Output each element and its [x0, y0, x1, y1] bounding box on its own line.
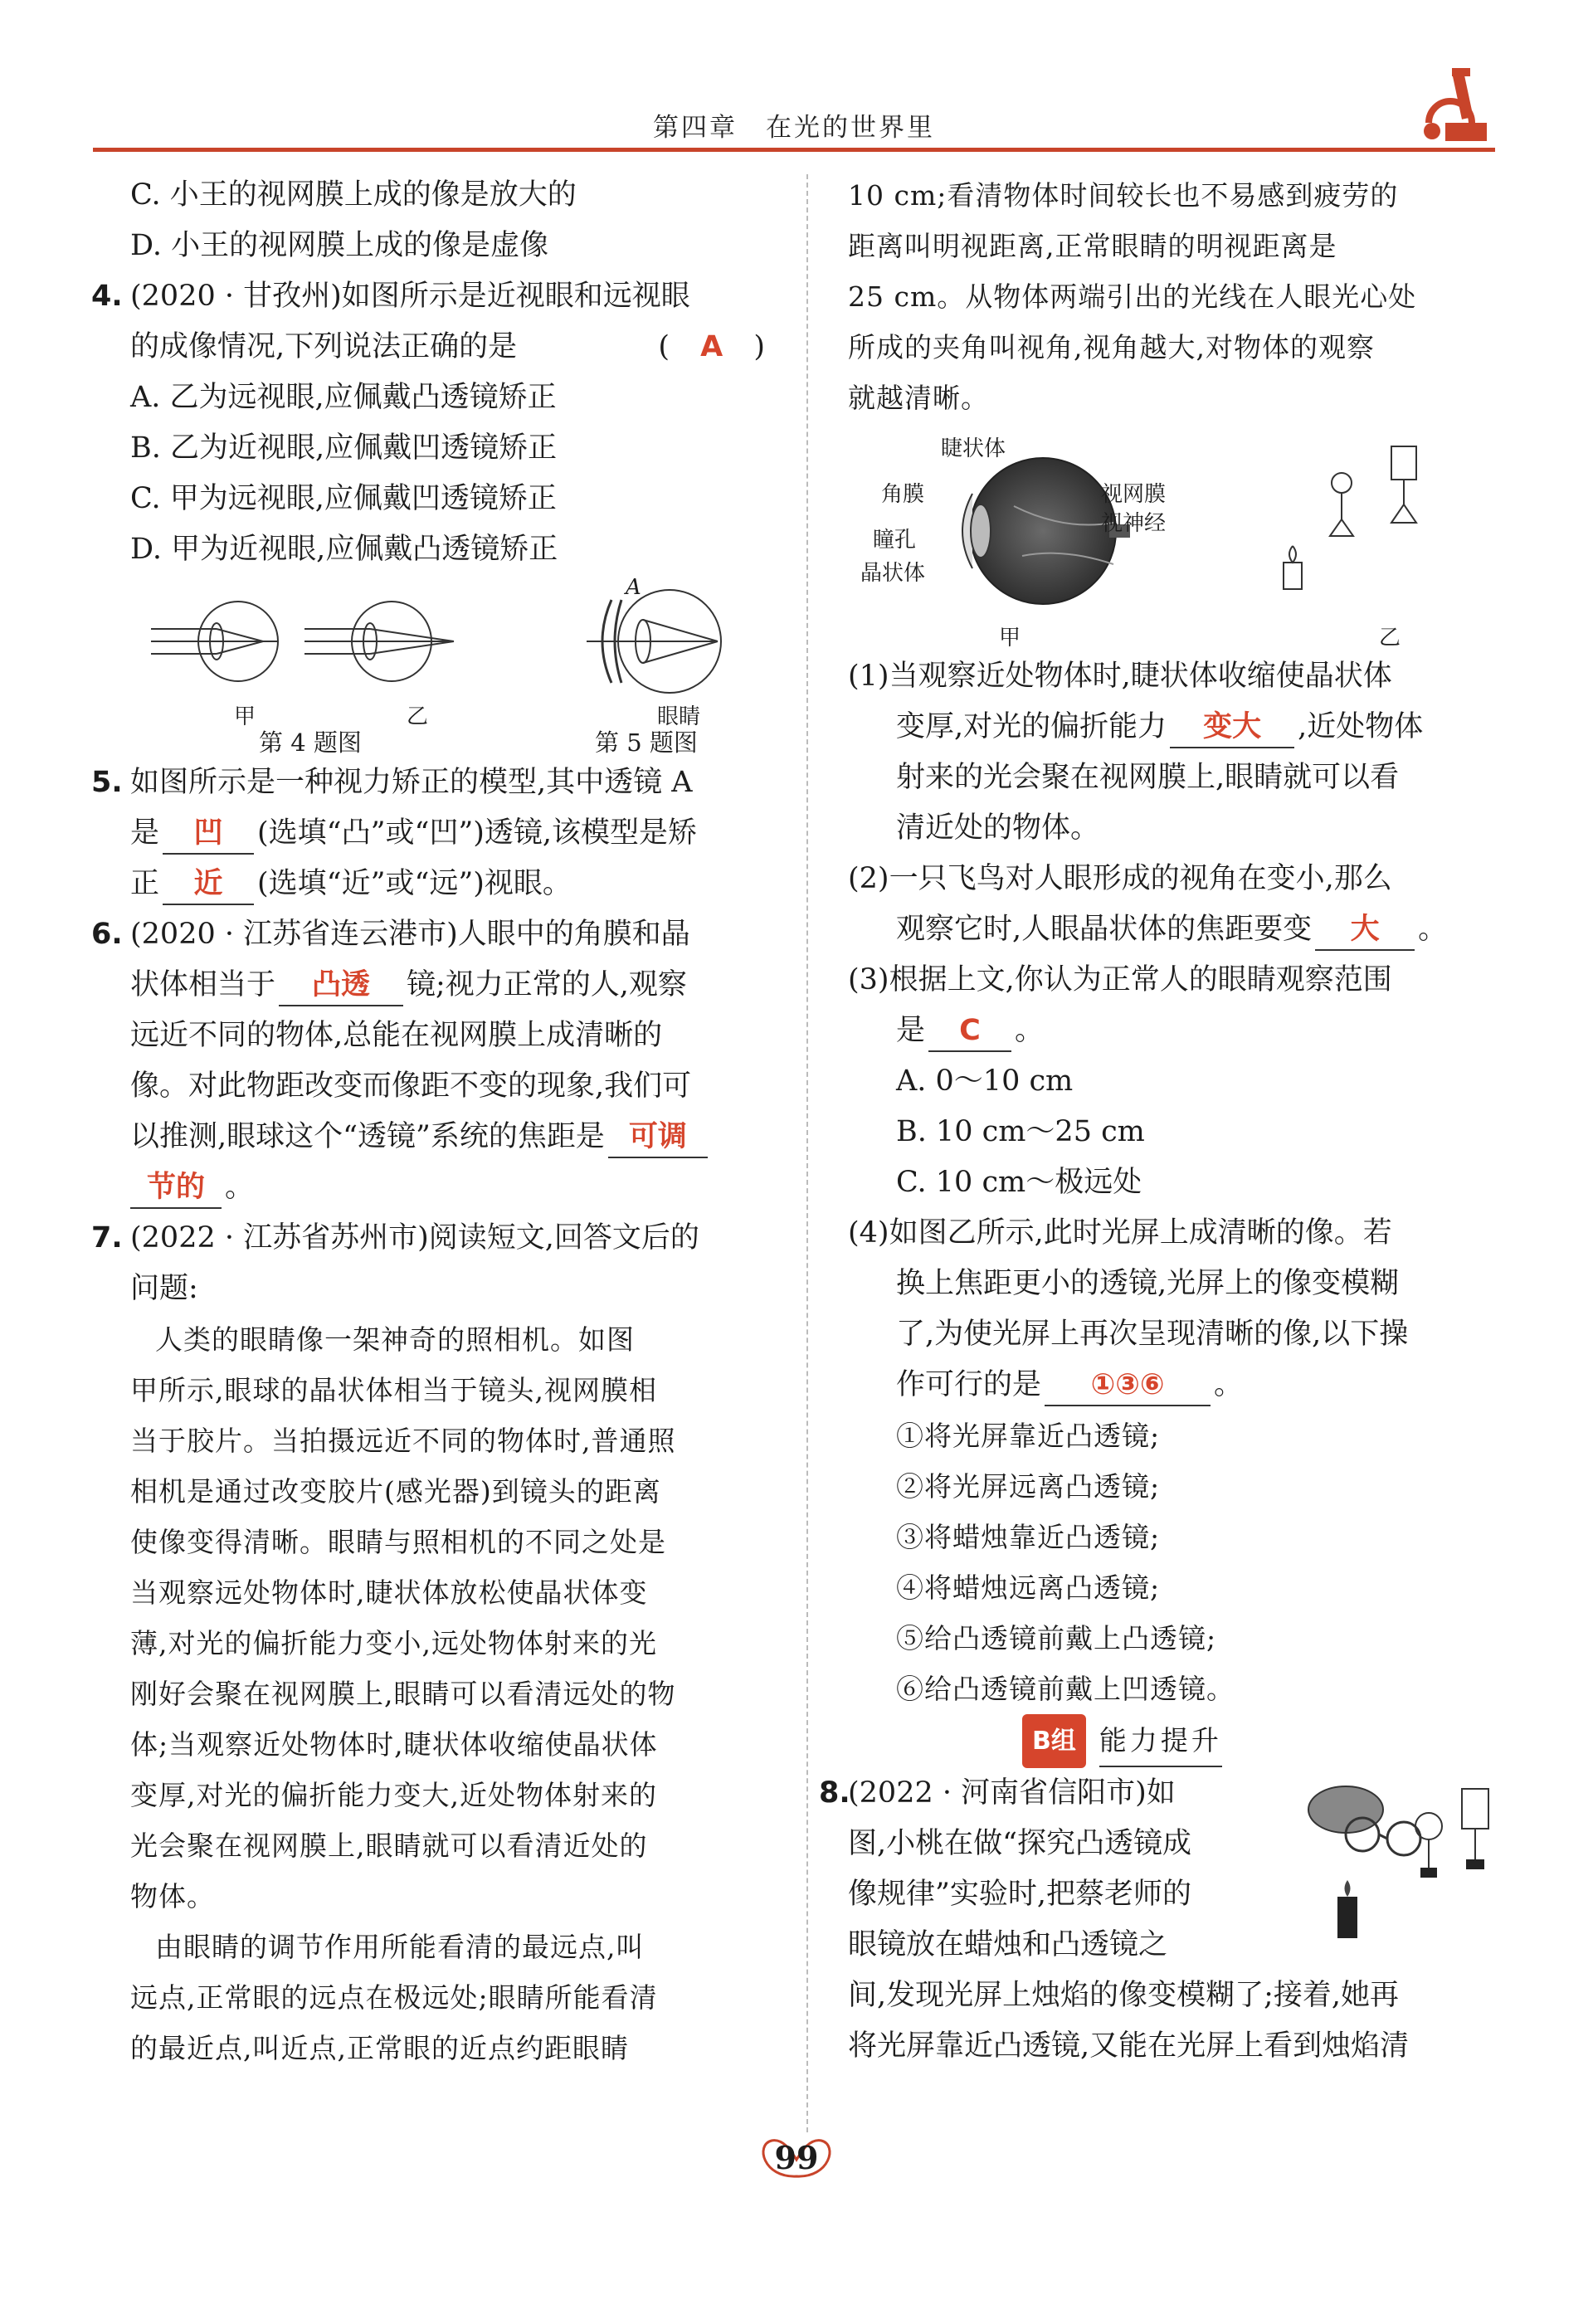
q7-4-line3: 了,为使光屏上再次呈现清晰的像,以下操 — [896, 1318, 1409, 1351]
q7-4-item: ②将光屏远离凸透镜; — [896, 1470, 1161, 1503]
q5-answer-2: 近 — [163, 864, 254, 905]
q8-text: (2022 · 河南省信阳市)如 — [848, 1776, 1176, 1810]
paren-close: ) — [753, 330, 765, 363]
fig4-caption: 第 4 题图 — [259, 728, 362, 757]
q7-4-line1: (4)如图乙所示,此时光屏上成清晰的像。若 — [848, 1216, 1392, 1250]
left-column — [93, 170, 782, 2073]
q7-3-answer: C — [928, 1011, 1011, 1052]
passage-line: 变厚,对光的偏折能力变大,近处物体射来的 — [130, 1779, 657, 1811]
q7-2-l2-pre: 观察它时,人眼晶状体的焦距要变 — [896, 913, 1313, 946]
q6-line4: 像。对此物距改变而像距不变的现象,我们可 — [130, 1069, 692, 1103]
q7-4-l4-pre: 作可行的是 — [896, 1368, 1042, 1401]
passage-line: 由眼睛的调节作用所能看清的最远点,叫 — [155, 1931, 645, 1963]
fig5-caption: 第 5 题图 — [595, 728, 698, 757]
passage-line: 物体。 — [130, 1880, 215, 1912]
passage-line: 所成的夹角叫视角,视角越大,对物体的观察 — [848, 331, 1375, 363]
q6-l2-pre: 状体相当于 — [130, 968, 276, 1001]
passage-line: 当观察远处物体时,睫状体放松使晶状体变 — [130, 1576, 648, 1609]
b-group-title: 能力提升 — [1099, 1715, 1222, 1767]
page-number-text: 99 — [774, 2139, 819, 2176]
q5-l3-post: (选填“近”或“远”)视眼。 — [257, 867, 572, 900]
passage-line: 当于胶片。当拍摄远近不同的物体时,普通照 — [130, 1425, 676, 1457]
q3-option-d: D. 小王的视网膜上成的像是虚像 — [130, 229, 549, 262]
q8-line2: 图,小桃在做“探究凸透镜成 — [848, 1827, 1192, 1860]
passage-line: 刚好会聚在视网膜上,眼睛可以看清远处的物 — [130, 1678, 676, 1710]
fig4-label-b: 乙 — [407, 704, 429, 729]
q6-line6 — [93, 1162, 782, 1213]
label-nerve: 视神经 — [1101, 511, 1167, 536]
q7-number: 7. — [91, 1221, 123, 1255]
paren-open: ( — [658, 330, 670, 363]
q7-4-line4 — [848, 1360, 1512, 1410]
q8-line3: 像规律”实验时,把蔡老师的 — [848, 1878, 1192, 1911]
q4-text2: 的成像情况,下列说法正确的是 — [130, 330, 518, 363]
q5-l3-pre: 正 — [130, 867, 160, 900]
eye-figure — [848, 423, 1512, 651]
eye-figure-label-a: 甲 — [999, 626, 1021, 650]
q8-experiment-illustration — [1288, 1768, 1503, 1951]
label-pupil: 瞳孔 — [873, 528, 917, 553]
passage-line: 的最近点,叫近点,正常眼的近点约距眼睛 — [130, 2032, 629, 2064]
q4-number: 4. — [91, 280, 123, 313]
passage-line: 就越清晰。 — [848, 382, 989, 414]
q4-line2 — [93, 322, 782, 373]
q7-1-l2-post: ,近处物体 — [1298, 710, 1424, 743]
q7-3-l2-pre: 是 — [896, 1014, 926, 1047]
q7-2-line2 — [848, 904, 1512, 955]
q4-text: (2020 · 甘孜州)如图所示是近视眼和远视眼 — [130, 280, 690, 313]
q6-line3: 远近不同的物体,总能在视网膜上成清晰的 — [130, 1019, 663, 1052]
page-header — [93, 98, 1495, 149]
fig5-label-eye: 眼睛 — [657, 704, 701, 729]
right-column — [819, 170, 1512, 2072]
q5-l2-post: (选填“凸”或“凹”)透镜,该模型是矫 — [257, 816, 698, 850]
q6-number: 6. — [91, 918, 123, 951]
q6-text: (2020 · 江苏省连云港市)人眼中的角膜和晶 — [130, 918, 690, 951]
passage-line: 远点,正常眼的远点在极远处;眼睛所能看清 — [130, 1981, 658, 2014]
passage-line: 甲所示,眼球的晶状体相当于镜头,视网膜相 — [130, 1374, 657, 1406]
q7-4-item: ⑥给凸透镜前戴上凹透镜。 — [896, 1673, 1235, 1705]
q6-l2-post: 镜;视力正常的人,观察 — [407, 968, 687, 1001]
q5-number: 5. — [91, 766, 123, 799]
q4-answer-paren — [658, 322, 765, 373]
q7-4-item: ①将光屏靠近凸透镜; — [896, 1420, 1161, 1452]
q7-3-line1: (3)根据上文,你认为正常人的眼睛观察范围 — [848, 963, 1392, 996]
q4-option-a: A. 乙为远视眼,应佩戴凸透镜矫正 — [130, 381, 557, 414]
q7-1-answer: 变大 — [1170, 707, 1294, 748]
passage-line: 薄,对光的偏折能力变小,远处物体射来的光 — [130, 1627, 657, 1659]
q6-answer-2a: 可调 — [608, 1117, 708, 1158]
q4-option-b: B. 乙为近视眼,应佩戴凹透镜矫正 — [130, 431, 558, 465]
header-rule — [93, 148, 1495, 152]
q7-3-option-c: C. 10 cm～极远处 — [896, 1166, 1142, 1199]
q7-3-line2 — [848, 1006, 1512, 1056]
q7-2-line1: (2)一只飞鸟对人眼形成的视角在变小,那么 — [848, 862, 1392, 895]
label-retina: 视网膜 — [1101, 482, 1167, 507]
q8-line6: 将光屏靠近凸透镜,又能在光屏上看到烛焰清 — [848, 2029, 1410, 2063]
q7-1-line3: 射来的光会聚在视网膜上,眼睛就可以看 — [896, 761, 1400, 794]
q7-3-l2-post: 。 — [1015, 1014, 1045, 1047]
q7-4-item: ③将蜡烛靠近凸透镜; — [896, 1521, 1161, 1553]
fig5-diagram — [578, 583, 736, 708]
q7-4-item: ④将蜡烛远离凸透镜; — [896, 1571, 1161, 1604]
q7-3-option-a: A. 0～10 cm — [896, 1065, 1074, 1098]
q7-1-line4: 清近处的物体。 — [896, 811, 1100, 845]
label-lens: 晶状体 — [860, 561, 926, 586]
fig4-label-a: 甲 — [234, 704, 256, 729]
passage-line: 使像变得清晰。眼睛与照相机的不同之处是 — [130, 1526, 666, 1558]
figures-4-5 — [93, 575, 782, 758]
q6-line1 — [93, 909, 782, 960]
passage-line: 距离叫明视距离,正常眼睛的明视距离是 — [848, 230, 1337, 262]
b-group-badge: B组 — [1022, 1714, 1086, 1768]
q3-option-c: C. 小王的视网膜上成的像是放大的 — [130, 178, 577, 212]
b-group — [1022, 1714, 1222, 1768]
label-cornea: 角膜 — [881, 482, 925, 507]
optical-bench-diagram — [1267, 440, 1425, 606]
q8-line4: 眼镜放在蜡烛和凸透镜之 — [848, 1928, 1168, 1961]
fig4-diagram — [147, 592, 479, 691]
q4-option-c: C. 甲为远视眼,应佩戴凹透镜矫正 — [130, 482, 557, 515]
passage-line: 体;当观察近处物体时,睫状体收缩使晶状体 — [130, 1728, 658, 1761]
q6-answer-2b: 节的 — [130, 1167, 222, 1209]
q6-l5-pre: 以推测,眼球这个“透镜”系统的焦距是 — [130, 1120, 605, 1153]
q8-line5: 间,发现光屏上烛焰的像变模糊了;接着,她再 — [848, 1979, 1400, 2012]
passage-line: 相机是通过改变胶片(感光器)到镜头的距离 — [130, 1475, 661, 1508]
q5-l2-pre: 是 — [130, 816, 160, 850]
chapter-title: 第四章 在光的世界里 — [653, 113, 935, 143]
q8-number: 8. — [819, 1776, 850, 1810]
q6-line5 — [93, 1112, 782, 1162]
fig5-label-a: A — [626, 575, 641, 600]
passage-line: 10 cm;看清物体时间较长也不易感到疲劳的 — [848, 179, 1399, 212]
q7-4-l4-post: 。 — [1214, 1368, 1244, 1401]
q7-1-line1: (1)当观察近处物体时,睫状体收缩使晶状体 — [848, 660, 1392, 693]
eye-figure-label-b: 乙 — [1379, 626, 1401, 650]
q4-option-d: D. 甲为近视眼,应佩戴凸透镜矫正 — [130, 533, 558, 566]
passage-line: 人类的眼睛像一架神奇的照相机。如图 — [155, 1323, 635, 1356]
page-number — [747, 2132, 846, 2176]
q7-2-l2-post: 。 — [1418, 913, 1448, 946]
q6-line2 — [93, 960, 782, 1011]
q6-answer-1: 凸透 — [279, 965, 403, 1006]
q7-4-answer: ①③⑥ — [1045, 1365, 1211, 1406]
q7-3-option-b: B. 10 cm～25 cm — [896, 1115, 1145, 1148]
q5-line3 — [93, 859, 782, 909]
q6-l6-post: 。 — [225, 1171, 255, 1204]
q7-2-answer: 大 — [1315, 909, 1415, 951]
q4-line1 — [93, 271, 782, 322]
q7-line2: 问题: — [130, 1272, 198, 1305]
q5-line1 — [93, 758, 782, 808]
microscope-logo-icon — [1420, 65, 1495, 148]
passage-line: 光会聚在视网膜上,眼睛就可以看清近处的 — [130, 1829, 648, 1862]
column-divider — [806, 174, 808, 2132]
q5-answer-1: 凹 — [163, 813, 254, 855]
passage-line: 25 cm。从物体两端引出的光线在人眼光心处 — [848, 280, 1417, 313]
q7-4-line2: 换上焦距更小的透镜,光屏上的像变模糊 — [896, 1267, 1400, 1300]
q5-line2 — [93, 808, 782, 859]
q7-1-line2 — [848, 702, 1512, 753]
q7-4-item: ⑤给凸透镜前戴上凸透镜; — [896, 1622, 1217, 1654]
q8-block — [819, 1768, 1512, 2072]
b-group-heading — [848, 1714, 1512, 1768]
q7-text: (2022 · 江苏省苏州市)阅读短文,回答文后的 — [130, 1221, 699, 1255]
q4-answer: A — [700, 330, 723, 363]
label-ciliary: 睫状体 — [941, 436, 1006, 461]
q5-text: 如图所示是一种视力矫正的模型,其中透镜 A — [130, 766, 693, 799]
q7-1-l2-pre: 变厚,对光的偏折能力 — [896, 710, 1167, 743]
q7-line1 — [93, 1213, 782, 1264]
